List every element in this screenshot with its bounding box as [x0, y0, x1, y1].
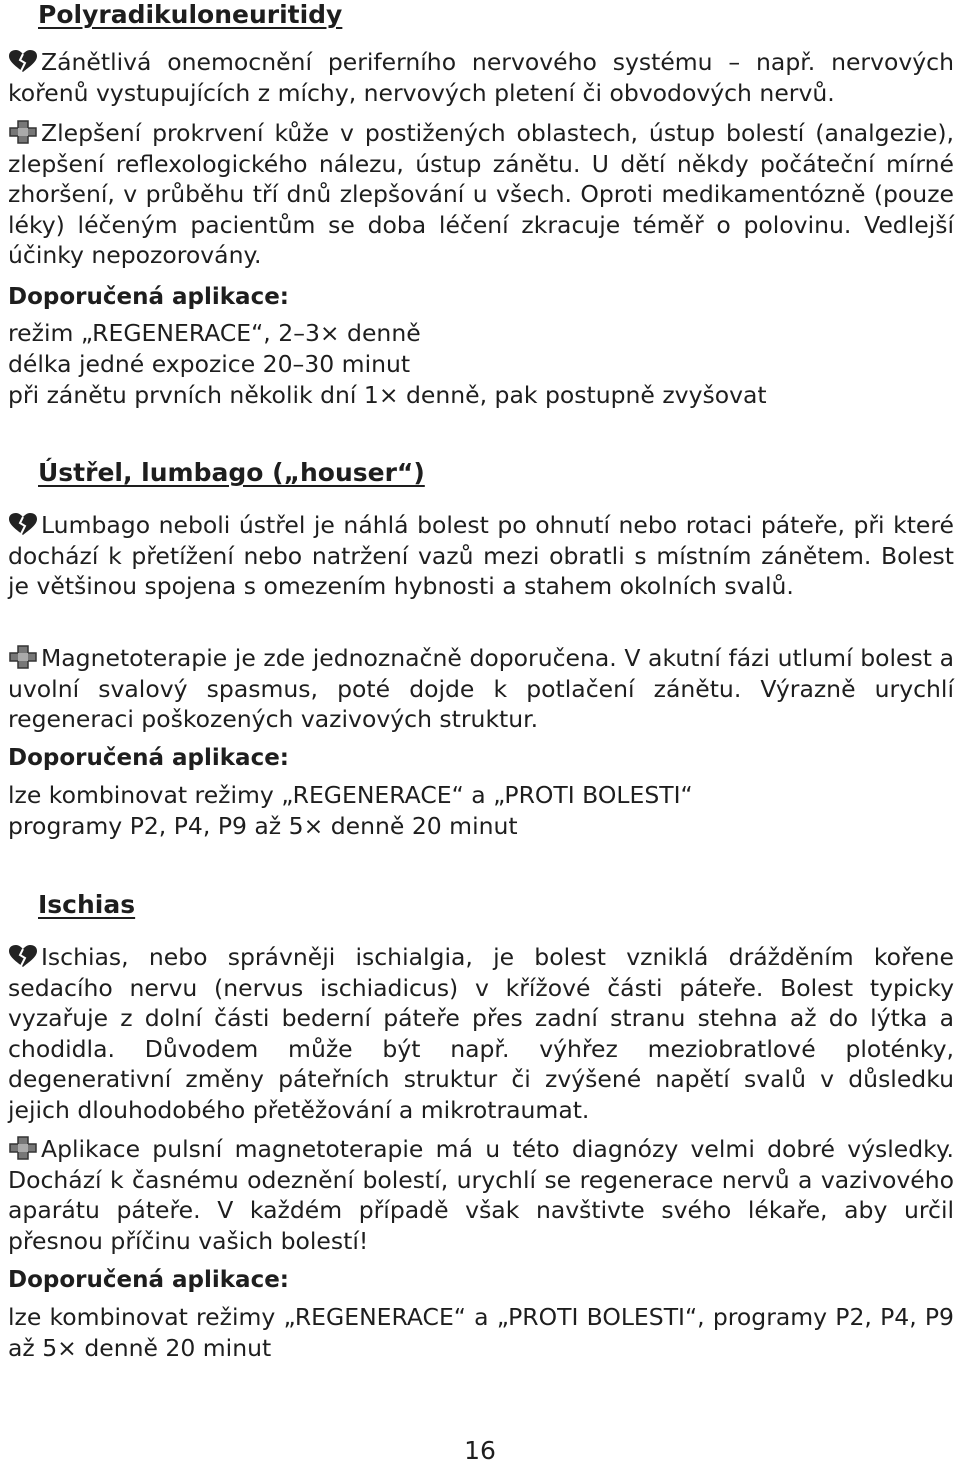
recommended-label: Doporučená aplikace:	[8, 284, 290, 310]
medical-cross-icon	[8, 120, 38, 144]
symptom-text: Lumbago neboli ústřel je náhlá bolest po ohnutí nebo rotaci páteře, při které dochází k přetížení nebo natržení vazů mezi obratli s místním zánětem. Bolest je většinou spojena s omezením hybnosti a stahem okolních svalů.	[8, 511, 954, 601]
recommended-label: Doporučená aplikace:	[8, 1267, 290, 1293]
symptom-paragraph	[8, 942, 954, 1126]
broken-heart-icon	[8, 49, 38, 73]
application-line: lze kombinovat režimy „REGENERACE“ a „PROTI BOLESTI“	[8, 781, 693, 809]
page-number: 16	[464, 1436, 496, 1465]
effect-paragraph	[8, 118, 954, 271]
medical-cross-icon	[8, 645, 38, 669]
application-line: délka jedné expozice 20–30 minut	[8, 350, 411, 378]
application-line: režim „REGENERACE“, 2–3× denně	[8, 319, 421, 347]
section-heading-ischias: Ischias	[38, 890, 136, 919]
effect-text: Aplikace pulsní magnetoterapie má u této diagnózy velmi dobré výsledky. Dochází k časnému odeznění bolestí, urychlí se regenerace nervů a vazivového aparátu páteře. V každém případě však navštivte svého lékaře, aby určil přesnou příčinu vašich bolestí!	[8, 1135, 954, 1255]
broken-heart-icon	[8, 512, 38, 536]
symptom-text: Zánětlivá onemocnění periferního nervového systému – např. nervových kořenů vystupujících z míchy, nervových pletení či obvodových nervů.	[8, 48, 954, 107]
medical-cross-icon	[8, 1136, 38, 1160]
symptom-text: Ischias, nebo správněji ischialgia, je bolest vzniklá drážděním kořene sedacího nervu (nervus ischiadicus) v křížové části páteře. Bolest typicky vyzařuje z dolní části bederní páteře přes zadní stranu stehna až do lýtka a chodidla. Důvodem může být např. výhřez meziobratlové ploténky, degenerativní změny páteřních struktur či zvýšené napětí svalů v důsledku jejich dlouhodobého přetěžování a mikrotraumat.	[8, 943, 954, 1124]
application-line: lze kombinovat režimy „REGENERACE“ a „PROTI BOLESTI“, programy P2, P4, P9 až 5× denně 20 minut	[8, 1303, 954, 1362]
section-heading-polyradikuloneuritidy: Polyradikuloneuritidy	[38, 0, 343, 29]
effect-text: Zlepšení prokrvení kůže v postižených oblastech, ústup bolestí (analgezie), zlepšení reflexologického nálezu, ústup zánětu. U dětí někdy počáteční mírné zhoršení, v průběhu tří dnů zlepšování u všech. Oproti medikamentózně (pouze léky) léčeným pacientům se doba léčení zkracuje téměř o polovinu. Vedlejší účinky nepozorovány.	[8, 119, 954, 270]
effect-paragraph	[8, 1134, 954, 1256]
effect-text: Magnetoterapie je zde jednoznačně doporučena. V akutní fázi utlumí bolest a uvolní svalový spasmus, poté dojde k potlačení zánětu. Výrazně urychlí regeneraci poškozených vazivových struktur.	[8, 644, 954, 734]
application-line: při zánětu prvních několik dní 1× denně, pak postupně zvyšovat	[8, 381, 767, 409]
effect-paragraph	[8, 643, 954, 735]
symptom-paragraph	[8, 47, 954, 108]
broken-heart-icon	[8, 944, 38, 968]
symptom-paragraph	[8, 510, 954, 602]
application-line: programy P2, P4, P9 až 5× denně 20 minut	[8, 812, 518, 840]
section-heading-lumbago: Ústřel, lumbago („houser“)	[38, 458, 425, 487]
recommended-label: Doporučená aplikace:	[8, 745, 290, 771]
